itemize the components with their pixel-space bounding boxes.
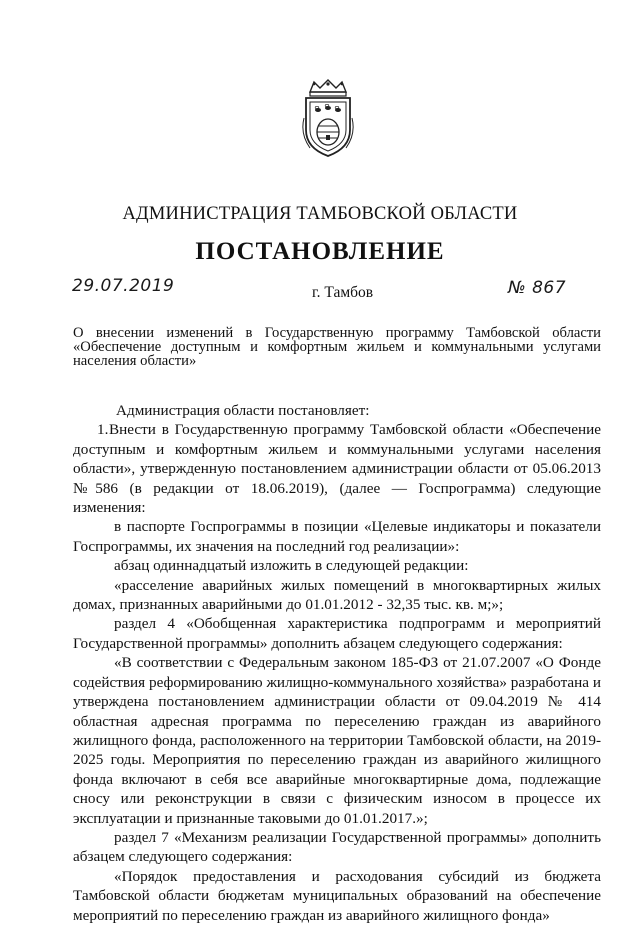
clause-1 (73, 420, 601, 517)
document-type-title: ПОСТАНОВЛЕНИЕ (195, 238, 445, 265)
paragraph: абзац одиннадцатый изложить в следующей редакции: (114, 557, 469, 575)
paragraph: раздел 4 «Обобщенная характеристика подпрограмм и мероприятий Государственной программы» дополнить абзацем следующего содержания: (73, 615, 601, 652)
document-date: 29.07.2019 (72, 276, 175, 296)
clause-text: Внести в Государственную программу Тамбовской области «Обеспечение доступным и комфортным жильем и коммунальными услугами населения области», утвержденную постановлением администрации области от 05.06.2013 №586 (в редакции от 18.06.2019), (далее — Госпрограмма) следующие изменения: (73, 421, 601, 517)
clause-number: 1. (97, 421, 109, 439)
preamble: Администрация области постановляет: (116, 402, 370, 419)
document-body (73, 401, 601, 925)
tambov-oblast-coat-of-arms-icon (296, 78, 360, 158)
organization-name: АДМИНИСТРАЦИЯ ТАМБОВСКОЙ ОБЛАСТИ (122, 204, 518, 224)
paragraph: «расселение аварийных жилых помещений в многоквартирных жилых домах, признанных аварийными до 01.01.2012 - 32,35 тыс. кв. м;»; (73, 576, 601, 614)
paragraph: «В соответствии с Федеральным законом 185-ФЗ от 21.07.2007 «О Фонде содействия реформированию жилищно-коммунального хозяйства» разработана и утверждена постановлением администрации области от 09.04.2019 № 414 областная адресная программа по переселению граждан из аварийного жилищного фонда, расположенного на территории Тамбовской области, на 2019-2025 годы. Мероприятия по переселению граждан из аварийного жилищного фонда включают в себя все аварийные многоквартирные дома, подлежащие сносу или реконструкции в связи с физическим износом в процессе их эксплуатации и признанные таковыми до 01.01.2017.»; (73, 654, 601, 827)
paragraph: «Порядок предоставления и расходования субсидий из бюджета Тамбовской области бюджетам муниципальных образований на обеспечение мероприятий по переселению граждан из аварийного жилищного фонда» (73, 867, 601, 924)
paragraph: в паспорте Госпрограммы в позиции «Целевые индикаторы и показатели Госпрограммы, их значения на последний год реализации»: (73, 518, 601, 555)
paragraph: раздел 7 «Механизм реализации Государственной программы» дополнить абзацем следующего содержания: (73, 828, 601, 866)
document-subject: О внесении изменений в Государственную программу Тамбовской области «Обеспечение доступным и комфортным жильем и коммунальными услугами населения области» (73, 325, 601, 369)
document-city: г. Тамбов (312, 284, 374, 301)
document-number: № 867 (508, 278, 567, 298)
